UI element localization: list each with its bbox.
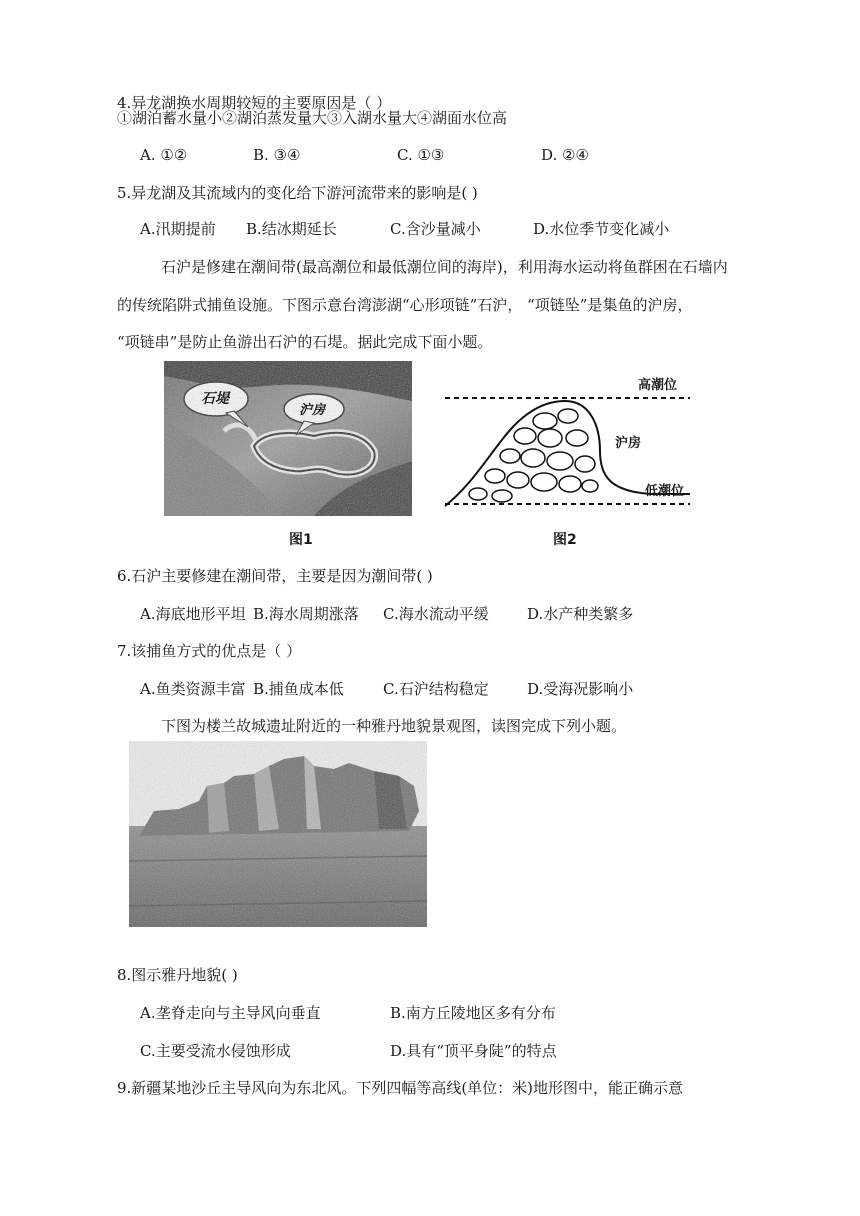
yardang-photo <box>129 741 427 927</box>
stone-weir-photo <box>164 361 412 516</box>
q4-option-d: D. ②④ <box>541 146 589 164</box>
passage1-line3: “项链串”是防止鱼游出石沪的石堤。据此完成下面小题。 <box>117 333 493 351</box>
figure1-photo <box>164 361 412 516</box>
passage2-line1: 下图为楼兰故城遗址附近的一种雅丹地貌景观图，读图完成下列小题。 <box>161 717 627 735</box>
q5-option-b: B.结冰期延长 <box>246 220 337 238</box>
passage1-line1: 石沪是修建在潮间带(最高潮位和最低潮位间的海岸)，利用海水运动将鱼群困在石墙内 <box>161 258 728 276</box>
q5-option-d: D.水位季节变化减小 <box>533 220 670 238</box>
q8-option-a: A.垄脊走向与主导风向垂直 <box>140 1004 321 1022</box>
q7-option-a: A.鱼类资源丰富 <box>140 680 246 698</box>
label-low-tide: 低潮位 <box>645 484 685 499</box>
passage1-line2: 的传统陷阱式捕鱼设施。下图示意台湾澎湖“心形项链”石沪， “项链坠”是集鱼的沪房， <box>117 296 693 314</box>
q8-stem: 8.图示雅丹地貌( ) <box>117 966 238 984</box>
figure2-caption: 图2 <box>553 532 577 548</box>
q4-stem: 4.异龙湖换水周期较短的主要原因是（ ） <box>117 94 392 112</box>
figure2-diagram <box>440 366 695 516</box>
q5-option-a: A.汛期提前 <box>140 220 216 238</box>
q4-substatements: ①湖泊蓄水量小②湖泊蒸发量大③入湖水量大④湖面水位高 <box>117 109 508 127</box>
q6-option-a: A.海底地形平坦 <box>140 605 246 623</box>
q4-option-c: C. ①③ <box>397 146 445 164</box>
label-weir-house: 沪房 <box>615 436 642 451</box>
label-high-tide: 高潮位 <box>638 378 678 393</box>
q4-option-b: B. ③④ <box>253 146 301 164</box>
q6-option-d: D.水产种类繁多 <box>527 605 634 623</box>
q6-option-c: C.海水流动平缓 <box>383 605 489 623</box>
q7-option-c: C.石沪结构稳定 <box>383 680 489 698</box>
stones <box>469 409 598 502</box>
label-weir-house-photo: 沪房 <box>299 403 326 418</box>
q8-option-d: D.具有“顶平身陡”的特点 <box>390 1042 557 1060</box>
q7-stem: 7.该捕鱼方式的优点是（ ） <box>117 642 302 660</box>
figure1-caption: 图1 <box>289 532 313 548</box>
q6-option-b: B.海水周期涨落 <box>253 605 359 623</box>
q7-option-b: B.捕鱼成本低 <box>253 680 344 698</box>
label-stone-dike: 石堤 <box>201 391 229 407</box>
q5-stem: 5.异龙湖及其流域内的变化给下游河流带来的影响是( ) <box>117 184 478 202</box>
q8-option-b: B.南方丘陵地区多有分布 <box>390 1004 556 1022</box>
q6-stem: 6.石沪主要修建在潮间带，主要是因为潮间带( ) <box>117 567 433 585</box>
q4-option-a: A. ①② <box>140 146 188 164</box>
yardang-landform-image <box>129 741 427 927</box>
q5-option-c: C.含沙量减小 <box>390 220 481 238</box>
q8-option-c: C.主要受流水侵蚀形成 <box>140 1042 291 1060</box>
q7-option-d: D.受海况影响小 <box>527 680 634 698</box>
q9-stem: 9.新疆某地沙丘主导风向为东北风。下列四幅等高线(单位：米)地形图中，能正确示意 <box>117 1079 684 1097</box>
